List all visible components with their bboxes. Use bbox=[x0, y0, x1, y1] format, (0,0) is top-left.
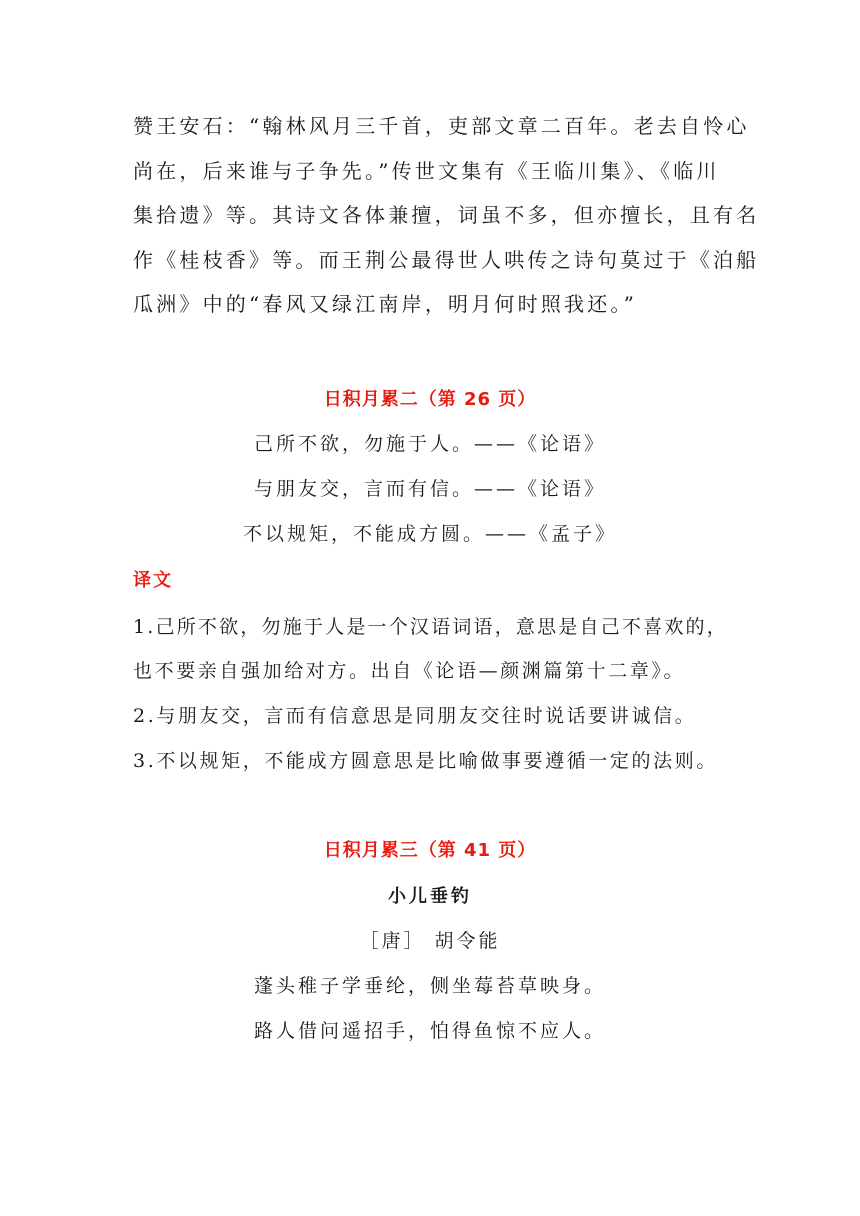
section-heading-accumulation-3: 日积月累三（第 41 页） bbox=[323, 840, 537, 861]
translation-line: 也不要亲自强加给对方。出自《论语—颜渊篇第十二章》。 bbox=[133, 660, 686, 682]
intro-line: 尚在，后来谁与子争先。”传世文集有《王临川集》、《临川 bbox=[133, 158, 720, 183]
poem-title: 小儿垂钓 bbox=[388, 886, 472, 907]
poem-line: 路人借问遥招手，怕得鱼惊不应人。 bbox=[253, 1020, 606, 1042]
quote-line: 不以规矩，不能成方圆。——《孟子》 bbox=[242, 523, 617, 545]
intro-line: 集拾遗》等。其诗文各体兼擅，词虽不多，但亦擅长，且有名 bbox=[133, 203, 760, 227]
poem-author: ［唐］ 胡令能 bbox=[359, 930, 501, 952]
section-heading-accumulation-2: 日积月累二（第 26 页） bbox=[323, 389, 537, 410]
poem-line: 蓬头稚子学垂纶，侧坐莓苔草映身。 bbox=[253, 975, 606, 997]
intro-line: 瓜洲》中的“春风又绿江南岸，明月何时照我还。” bbox=[133, 292, 638, 316]
translation-label: 译文 bbox=[133, 570, 173, 591]
intro-line: 作《桂枝香》等。而王荆公最得世人哄传之诗句莫过于《泊船 bbox=[133, 247, 760, 272]
translation-line: 3.不以规矩，不能成方圆意思是比喻做事要遵循一定的法则。 bbox=[133, 750, 718, 772]
intro-paragraph bbox=[133, 104, 760, 327]
quote-line: 己所不欲，勿施于人。——《论语》 bbox=[253, 433, 606, 455]
quote-line: 与朋友交，言而有信。——《论语》 bbox=[253, 478, 606, 500]
translation-line: 2.与朋友交，言而有信意思是同朋友交往时说话要讲诚信。 bbox=[133, 705, 697, 727]
translation-line: 1.己所不欲，勿施于人是一个汉语词语，意思是自己不喜欢的， bbox=[133, 616, 728, 638]
intro-line: 赞王安石：“翰林风月三千首，吏部文章二百年。老去自怜心 bbox=[133, 114, 750, 138]
